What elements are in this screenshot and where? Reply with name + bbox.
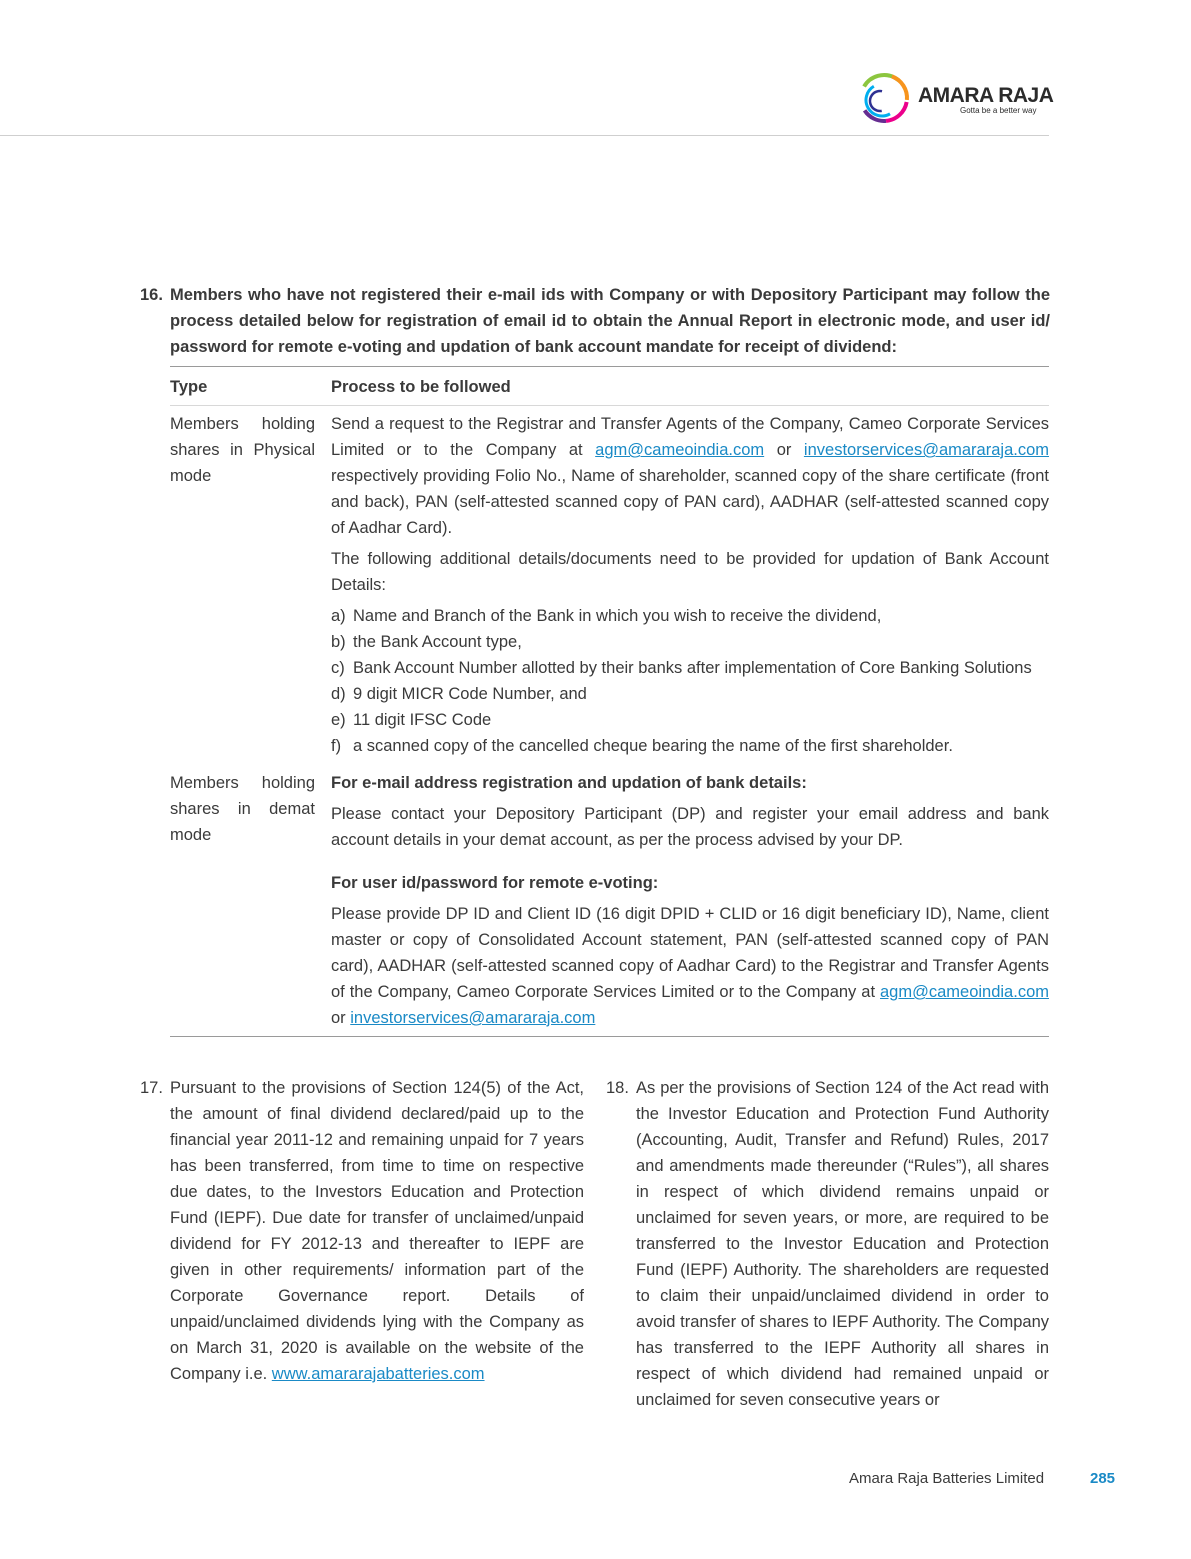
physical-text-intro: Send a request to the Registrar and Transfer Agents of the Company, Cameo Corporate Services Limited or to the Company at bbox=[331, 415, 1049, 459]
physical-paragraph-1 bbox=[331, 411, 1049, 541]
list-item-label: c) bbox=[331, 659, 345, 677]
physical-paragraph-2: The following additional details/documents need to be provided for updation of Bank Account Details: bbox=[331, 550, 1049, 594]
brand-tagline: Gotta be a better way bbox=[960, 106, 1037, 115]
section-number: 16. bbox=[140, 286, 163, 304]
section-18-text: As per the provisions of Section 124 of the Act read with the Investor Education and Protection Fund Authority (Accounting, Audit, Transfer and Refund) Rules, 2017 and amendments made thereunder (“Rules”), all shares in respect of which dividend remains unpaid or unclaimed for seven years, or more, are required to be transferred to the Investor Education and Protection Fund (IEPF) Authority. The shareholders are requested to claim their unpaid/unclaimed dividend in order to avoid transfer of shares to IEPF Authority. The Company has transferred to the IEPF Authority all shares in respect of which dividend had remained unpaid or unclaimed for seven consecutive years or bbox=[636, 1079, 1049, 1409]
table-row-physical bbox=[170, 406, 1049, 765]
email-link-investorservices[interactable]: investorservices@amararaja.com bbox=[803, 441, 1049, 459]
demat-subheading-evoting: For user id/password for remote e-voting: bbox=[331, 874, 659, 892]
website-link[interactable]: www.amararajabatteries.com bbox=[271, 1365, 485, 1383]
demat-paragraph-2 bbox=[331, 901, 1049, 1031]
email-link-cameo[interactable]: agm@cameoindia.com bbox=[595, 441, 765, 459]
section-17-body: Pursuant to the provisions of Section 124(5) of the Act, the amount of final dividend declared/paid up to the financial year 2011-12 and remaining unpaid for 7 years has been transferred, from time to time on respective due dates, to the Investors Education and Protection Fund (IEPF). Due date for transfer of unclaimed/unpaid dividend for FY 2012-13 and thereafter to IEPF are given in other requirements/ information part of the Corporate Governance report. Details of unpaid/unclaimed dividends lying with the Company as on March 31, 2020 is available on the website of the Company i.e. bbox=[170, 1079, 584, 1383]
list-item-label: d) bbox=[331, 685, 346, 703]
row-type-physical: Members holding shares in Physical mode bbox=[170, 415, 315, 485]
row-type-demat: Members holding shares in demat mode bbox=[170, 774, 315, 844]
header-divider bbox=[0, 135, 1049, 136]
column-header-process: Process to be followed bbox=[331, 378, 511, 396]
list-item-text: Bank Account Number allotted by their banks after implementation of Core Banking Solutions bbox=[353, 659, 1032, 677]
demat-subheading-email: For e-mail address registration and updation of bank details: bbox=[331, 774, 807, 792]
bank-details-list bbox=[331, 603, 1049, 759]
list-item-text: a scanned copy of the cancelled cheque bearing the name of the first shareholder. bbox=[353, 737, 953, 755]
section-number: 17. bbox=[140, 1079, 163, 1097]
process-table bbox=[170, 366, 1049, 1037]
list-item-text: the Bank Account type, bbox=[353, 633, 522, 651]
list-item-text: Name and Branch of the Bank in which you wish to receive the dividend, bbox=[353, 607, 882, 625]
email-link-investorservices[interactable]: investorservices@amararaja.com bbox=[350, 1009, 596, 1027]
row-process-demat bbox=[331, 770, 1049, 1036]
or-text: or bbox=[331, 1009, 351, 1027]
email-link-cameo[interactable]: agm@cameoindia.com bbox=[880, 983, 1049, 1001]
list-item bbox=[331, 629, 1049, 655]
demat-paragraph-1: Please contact your Depository Participant (DP) and register your email address and bank account details in your demat account, as per the process advised by your DP. bbox=[331, 805, 1049, 849]
section-16 bbox=[140, 282, 1050, 360]
list-item-text: 9 digit MICR Code Number, and bbox=[353, 685, 587, 703]
footer-company-name: Amara Raja Batteries Limited bbox=[849, 1470, 1045, 1487]
list-item bbox=[331, 681, 1049, 707]
list-item-label: a) bbox=[331, 607, 346, 625]
section-17 bbox=[140, 1075, 584, 1387]
table-bottom-rule bbox=[170, 1036, 1049, 1037]
section-heading: Members who have not registered their e-mail ids with Company or with Depository Participant may follow the process detailed below for registration of email id to obtain the Annual Report in electronic mode, and user id/ password for remote e-voting and updation of bank account mandate for receipt of dividend: bbox=[170, 286, 1050, 356]
page-number: 285 bbox=[1090, 1470, 1116, 1487]
section-number: 18. bbox=[606, 1079, 629, 1097]
table-row-demat bbox=[170, 765, 1049, 1036]
or-text: or bbox=[764, 441, 804, 459]
list-item-label: f) bbox=[331, 737, 342, 755]
physical-text-rest: respectively providing Folio No., Name of shareholder, scanned copy of the share certificate (front and back), PAN (self-attested scanned copy of PAN card), AADHAR (self-attested scanned copy of Aadhar Card). bbox=[331, 467, 1049, 537]
company-logo bbox=[858, 70, 1053, 126]
list-item-label: e) bbox=[331, 711, 346, 729]
list-item-text: 11 digit IFSC Code bbox=[353, 711, 492, 729]
list-item bbox=[331, 707, 1049, 733]
spacer bbox=[331, 858, 1049, 870]
row-process-physical bbox=[331, 411, 1049, 765]
brand-name: AMARA RAJA bbox=[918, 84, 1054, 107]
list-item-label: b) bbox=[331, 633, 346, 651]
list-item bbox=[331, 733, 1049, 759]
table-header-row bbox=[170, 367, 1049, 405]
list-item bbox=[331, 655, 1049, 681]
list-item bbox=[331, 603, 1049, 629]
column-header-type: Type bbox=[170, 378, 208, 396]
section-17-text bbox=[170, 1075, 584, 1387]
section-18 bbox=[606, 1075, 1049, 1413]
demat-text: Please provide DP ID and Client ID (16 digit DPID + CLID or 16 digit beneficiary ID), Name, client master or copy of Consolidated Account statement, PAN (self-attested scanned copy of PAN card), AADHAR (self-attested scanned copy of Aadhar Card) to the Registrar and Transfer Agents of the Company, Cameo Corporate Services Limited or to the Company at bbox=[331, 905, 1049, 1001]
logo-swirl-icon bbox=[858, 70, 914, 126]
